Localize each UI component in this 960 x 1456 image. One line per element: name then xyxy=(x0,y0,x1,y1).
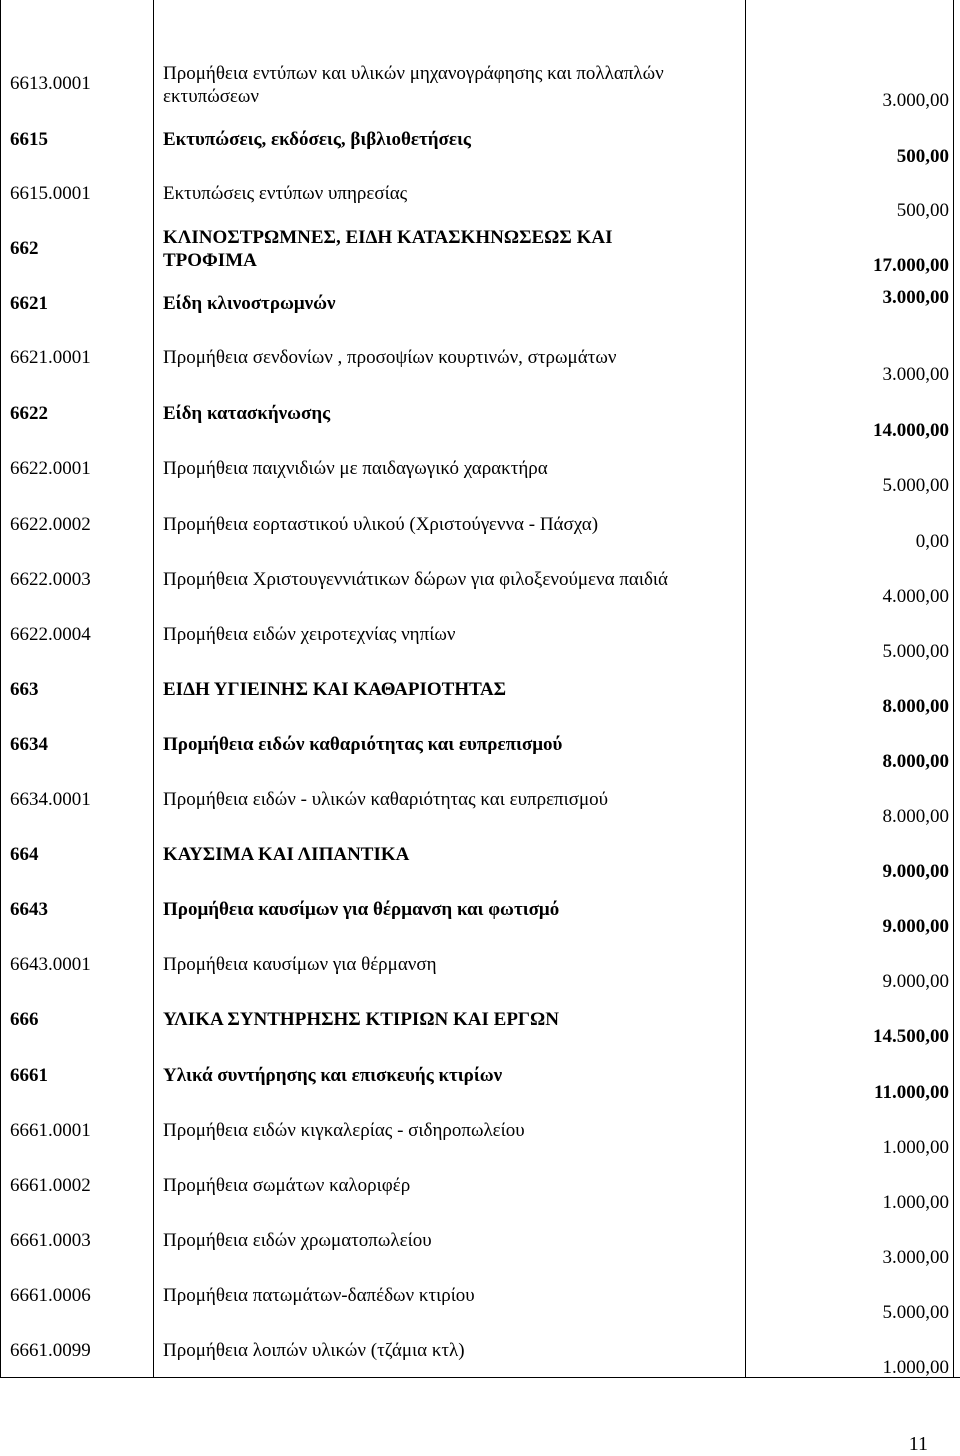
account-description: ΕΙΔΗ ΥΓΙΕΙΝΗΣ ΚΑΙ ΚΑΘΑΡΙΟΤΗΤΑΣ xyxy=(163,679,507,700)
account-code: 666 xyxy=(10,1009,39,1030)
account-description: Προμήθεια σενδονίων , προσοψίων κουρτινών, στρωμάτων xyxy=(163,347,617,368)
account-description: Προμήθεια ειδών καθαριότητας και ευπρεπισμού xyxy=(163,734,563,755)
account-code: 6634 xyxy=(10,734,48,755)
account-code: 6615.0001 xyxy=(10,183,91,204)
account-description: Προμήθεια παιχνιδιών με παιδαγωγικό χαρακτήρα xyxy=(163,458,548,479)
table-border-left xyxy=(0,0,1,1378)
account-code: 664 xyxy=(10,844,39,865)
page-number: 11 xyxy=(908,1433,928,1455)
account-code: 6661.0002 xyxy=(10,1175,91,1196)
column-divider xyxy=(153,0,154,1378)
account-amount: 8.000,00 xyxy=(882,696,949,717)
account-description: Προμήθεια Χριστουγεννιάτικων δώρων για φιλοξενούμενα παιδιά xyxy=(163,569,668,590)
account-code: 6643.0001 xyxy=(10,954,91,975)
account-code: 6621 xyxy=(10,293,48,314)
account-description: Προμήθεια λοιπών υλικών (τζάμια κτλ) xyxy=(163,1340,465,1361)
account-description: Προμήθεια πατωμάτων-δαπέδων κτιρίου xyxy=(163,1285,475,1306)
account-code: 6661.0006 xyxy=(10,1285,91,1306)
account-amount: 1.000,00 xyxy=(882,1357,949,1378)
account-description: εκτυπώσεων xyxy=(163,86,260,107)
account-description: Προμήθεια εορταστικού υλικού (Χριστούγεννα - Πάσχα) xyxy=(163,514,599,535)
account-amount: 500,00 xyxy=(896,200,949,221)
account-code: 663 xyxy=(10,679,39,700)
account-code: 6661.0003 xyxy=(10,1230,91,1251)
account-amount: 0,00 xyxy=(915,531,949,552)
account-code: 6622 xyxy=(10,403,48,424)
account-description: Προμήθεια ειδών - υλικών καθαριότητας και ευπρεπισμού xyxy=(163,789,609,810)
account-amount: 17.000,00 xyxy=(873,255,949,276)
account-amount: 11.000,00 xyxy=(874,1082,949,1103)
account-amount: 9.000,00 xyxy=(882,971,949,992)
account-amount: 1.000,00 xyxy=(882,1192,949,1213)
account-amount: 1.000,00 xyxy=(882,1137,949,1158)
account-description: Προμήθεια καυσίμων για θέρμανση xyxy=(163,954,437,975)
account-code: 6622.0002 xyxy=(10,514,91,535)
account-code: 6622.0003 xyxy=(10,569,91,590)
account-amount: 3.000,00 xyxy=(882,287,949,308)
account-amount: 8.000,00 xyxy=(882,751,949,772)
account-code: 6634.0001 xyxy=(10,789,91,810)
account-description: ΚΛΙΝΟΣΤΡΩΜΝΕΣ, ΕΙΔΗ ΚΑΤΑΣΚΗΝΩΣΕΩΣ ΚΑΙ xyxy=(163,227,613,248)
account-code: 6613.0001 xyxy=(10,73,91,94)
account-code: 6661.0099 xyxy=(10,1340,91,1361)
account-code: 6661 xyxy=(10,1065,48,1086)
account-amount: 3.000,00 xyxy=(882,1247,949,1268)
account-description: ΤΡΟΦΙΜΑ xyxy=(163,250,257,271)
account-amount: 500,00 xyxy=(896,146,949,167)
account-description: Προμήθεια ειδών κιγκαλερίας - σιδηροπωλείου xyxy=(163,1120,525,1141)
account-amount: 5.000,00 xyxy=(882,641,949,662)
account-code: 662 xyxy=(10,238,39,259)
account-description: Εκτυπώσεις, εκδόσεις, βιβλιοθετήσεις xyxy=(163,129,471,150)
account-amount: 9.000,00 xyxy=(882,916,949,937)
account-amount: 14.000,00 xyxy=(873,420,949,441)
account-amount: 14.500,00 xyxy=(873,1026,949,1047)
account-description: Προμήθεια σωμάτων καλοριφέρ xyxy=(163,1175,411,1196)
account-description: Προμήθεια εντύπων και υλικών μηχανογράφησης και πολλαπλών xyxy=(163,63,664,84)
account-description: ΚΑΥΣΙΜΑ ΚΑΙ ΛΙΠΑΝΤΙΚΑ xyxy=(163,844,410,865)
account-code: 6615 xyxy=(10,129,48,150)
table-border-bottom xyxy=(0,1377,960,1378)
account-description: Εκτυπώσεις εντύπων υπηρεσίας xyxy=(163,183,408,204)
account-amount: 3.000,00 xyxy=(882,90,949,111)
account-description: Είδη κατασκήνωσης xyxy=(163,403,331,424)
account-code: 6643 xyxy=(10,899,48,920)
account-description: Προμήθεια ειδών χρωματοπωλείου xyxy=(163,1230,432,1251)
account-description: ΥΛΙΚΑ ΣΥΝΤΗΡΗΣΗΣ ΚΤΙΡΙΩΝ ΚΑΙ ΕΡΓΩΝ xyxy=(163,1009,559,1030)
account-amount: 3.000,00 xyxy=(882,364,949,385)
account-code: 6622.0001 xyxy=(10,458,91,479)
table-border-right xyxy=(953,0,954,1378)
account-amount: 4.000,00 xyxy=(882,586,949,607)
account-code: 6661.0001 xyxy=(10,1120,91,1141)
account-description: Προμήθεια ειδών χειροτεχνίας νηπίων xyxy=(163,624,456,645)
account-description: Υλικά συντήρησης και επισκευής κτιρίων xyxy=(163,1065,503,1086)
column-divider xyxy=(745,0,746,1378)
account-amount: 5.000,00 xyxy=(882,475,949,496)
account-description: Είδη κλινοστρωμνών xyxy=(163,293,336,314)
account-code: 6622.0004 xyxy=(10,624,91,645)
account-amount: 8.000,00 xyxy=(882,806,949,827)
account-description: Προμήθεια καυσίμων για θέρμανση και φωτισμό xyxy=(163,899,560,920)
account-amount: 5.000,00 xyxy=(882,1302,949,1323)
account-code: 6621.0001 xyxy=(10,347,91,368)
account-amount: 9.000,00 xyxy=(882,861,949,882)
